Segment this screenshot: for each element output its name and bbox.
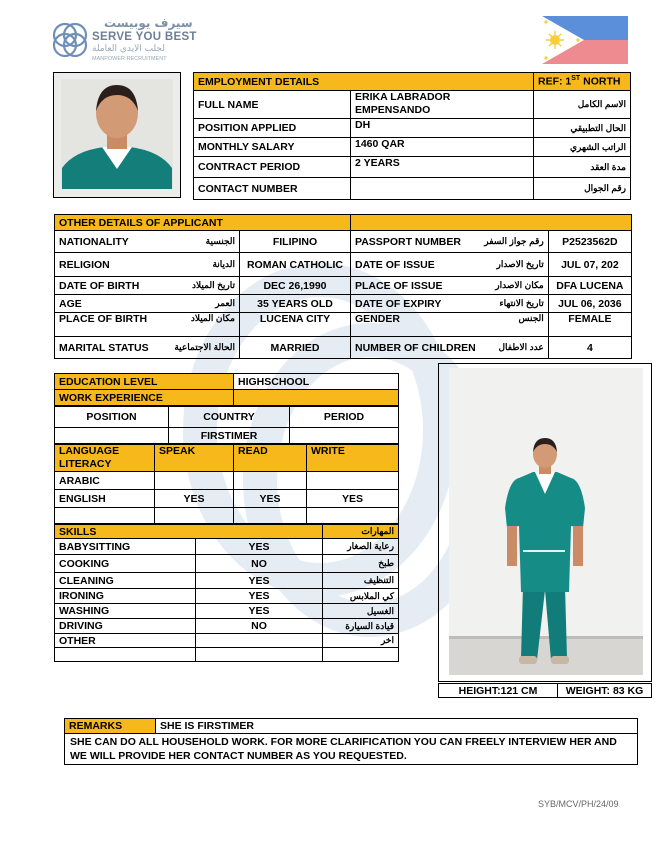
skill-blank — [55, 648, 196, 662]
issue-date-value: JUL 07, 202 — [548, 253, 631, 277]
issue-date-arabic: تاريخ الاصدار — [480, 253, 549, 277]
work-experience-label: WORK EXPERIENCE — [55, 390, 234, 406]
children-value: 4 — [548, 337, 631, 359]
passport-value: P2523562D — [548, 231, 631, 253]
lang-blank-write — [307, 508, 399, 524]
philippines-flag-icon — [542, 16, 628, 64]
work-col-position: POSITION — [55, 407, 169, 428]
employment-header: EMPLOYMENT DETAILS — [194, 73, 534, 91]
measurements-table — [438, 683, 652, 698]
lang-blank-read — [234, 508, 307, 524]
applicant-portrait-frame — [53, 72, 181, 198]
pob-label: PLACE OF BIRTH — [55, 313, 168, 337]
passport-label: PASSPORT NUMBER — [351, 231, 480, 253]
expiry-arabic: تاريخ الانتهاء — [480, 295, 549, 313]
religion-value: ROMAN CATHOLIC — [240, 253, 351, 277]
lang-english-read: YES — [234, 490, 307, 508]
contact-arabic: رقم الجوال — [534, 178, 631, 200]
lang-arabic-speak — [155, 472, 234, 490]
skill-blank-arabic — [323, 648, 399, 662]
education-table — [54, 373, 399, 406]
gender-label: GENDER — [351, 313, 480, 337]
language-table — [54, 444, 399, 524]
work-experience-table — [54, 406, 399, 444]
skill-other-value — [196, 634, 323, 648]
lang-arabic-name: ARABIC — [55, 472, 155, 490]
full-name-arabic: الاسم الكامل — [534, 91, 631, 119]
skill-cooking-arabic: طبخ — [323, 555, 399, 573]
nationality-arabic: الجنسية — [167, 231, 240, 253]
education-label: EDUCATION LEVEL — [55, 374, 234, 390]
dob-arabic: تاريخ الميلاد — [167, 277, 240, 295]
remarks-label: REMARKS — [65, 719, 156, 734]
skill-other: OTHER — [55, 634, 196, 648]
position-label: POSITION APPLIED — [194, 119, 351, 138]
position-arabic: الحال التطبيقي — [534, 119, 631, 138]
lang-blank-name — [55, 508, 155, 524]
skill-driving-value: NO — [196, 619, 323, 634]
position-value: DH — [351, 119, 534, 138]
expiry-label: DATE OF EXPIRY — [351, 295, 480, 313]
lang-arabic-write — [307, 472, 399, 490]
other-details-header-right — [351, 215, 632, 231]
skills-arabic-label: المهارات — [323, 525, 399, 539]
skills-label: SKILLS — [55, 525, 323, 539]
contact-value — [351, 178, 534, 200]
marital-label: MARITAL STATUS — [55, 337, 168, 359]
company-logo — [50, 18, 220, 66]
contract-value: 2 YEARS — [351, 157, 534, 178]
skill-washing: WASHING — [55, 604, 196, 619]
dob-value: DEC 26,1990 — [240, 277, 351, 295]
dob-label: DATE OF BIRTH — [55, 277, 168, 295]
pob-value: LUCENA CITY — [240, 313, 351, 337]
weight-value: WEIGHT: 83 KG — [558, 684, 652, 698]
skill-babysitting: BABYSITTING — [55, 539, 196, 555]
children-arabic: عدد الاطفال — [480, 337, 549, 359]
height-value: HEIGHT:121 CM — [439, 684, 558, 698]
remarks-table — [64, 718, 638, 765]
expiry-value: JUL 06, 2036 — [548, 295, 631, 313]
reference-cell — [534, 73, 631, 91]
employment-details-table — [193, 72, 631, 200]
issue-date-label: DATE OF ISSUE — [351, 253, 480, 277]
ref-suffix: NORTH — [580, 75, 621, 88]
lang-col-write: WRITE — [307, 445, 399, 472]
skill-cleaning: CLEANING — [55, 573, 196, 589]
logo-mark-icon — [50, 18, 90, 62]
footer-code: SYB/MCV/PH/24/09 — [538, 799, 619, 809]
skill-driving-arabic: قيادة السيارة — [323, 619, 399, 634]
skill-babysitting-arabic: رعاية الصغار — [323, 539, 399, 555]
skill-washing-arabic: الغسيل — [323, 604, 399, 619]
pob-arabic: مكان الميلاد — [167, 313, 240, 337]
logo-name: SERVE YOU BEST — [92, 31, 197, 43]
other-details-header: OTHER DETAILS OF APPLICANT — [55, 215, 351, 231]
lang-english-speak: YES — [155, 490, 234, 508]
religion-arabic: الديانة — [167, 253, 240, 277]
age-value: 35 YEARS OLD — [240, 295, 351, 313]
skill-driving: DRIVING — [55, 619, 196, 634]
age-arabic: العمر — [167, 295, 240, 313]
religion-label: RELIGION — [55, 253, 168, 277]
logo-arabic-name: سيرف يوبيست — [104, 16, 193, 30]
salary-value: 1460 QAR — [351, 138, 534, 157]
work-position-value — [55, 428, 169, 444]
work-period-value — [290, 428, 399, 444]
lang-col-speak: SPEAK — [155, 445, 234, 472]
contract-arabic: مدة العقد — [534, 157, 631, 178]
salary-label: MONTHLY SALARY — [194, 138, 351, 157]
full-name-label: FULL NAME — [194, 91, 351, 119]
ref-sup: ST — [571, 75, 581, 83]
nationality-label: NATIONALITY — [55, 231, 168, 253]
skill-cleaning-arabic: التنظيف — [323, 573, 399, 589]
marital-value: MARRIED — [240, 337, 351, 359]
passport-arabic: رقم جواز السفر — [480, 231, 549, 253]
work-col-period: PERIOD — [290, 407, 399, 428]
lang-col-read: READ — [234, 445, 307, 472]
skill-ironing-arabic: كي الملابس — [323, 589, 399, 604]
skill-washing-value: YES — [196, 604, 323, 619]
lang-blank-speak — [155, 508, 234, 524]
nationality-value: FILIPINO — [240, 231, 351, 253]
contract-label: CONTRACT PERIOD — [194, 157, 351, 178]
other-details-table — [54, 214, 632, 359]
skill-babysitting-value: YES — [196, 539, 323, 555]
children-label: NUMBER OF CHILDREN — [351, 337, 480, 359]
work-country-value: FIRSTIMER — [169, 428, 290, 444]
language-label: LANGUAGE LITERACY — [55, 445, 155, 472]
full-name-value: ERIKA LABRADOR EMPENSANDO — [351, 91, 534, 119]
gender-arabic: الجنس — [480, 313, 549, 337]
issue-place-value: DFA LUCENA — [548, 277, 631, 295]
gender-value: FEMALE — [548, 313, 631, 337]
skill-ironing-value: YES — [196, 589, 323, 604]
applicant-full-body-photo — [449, 368, 643, 675]
lang-arabic-read — [234, 472, 307, 490]
skill-blank-value — [196, 648, 323, 662]
salary-arabic: الراتب الشهري — [534, 138, 631, 157]
remarks-long: SHE CAN DO ALL HOUSEHOLD WORK. FOR MORE CLARIFICATION YOU CAN FREELY INTERVIEW HER AND WE WILL PROVIDE HER CONTACT NUMBER AS YOU REQUESTED. — [65, 734, 638, 765]
lang-english-write: YES — [307, 490, 399, 508]
age-label: AGE — [55, 295, 168, 313]
ref-prefix: REF: 1 — [538, 75, 572, 88]
skill-cooking-value: NO — [196, 555, 323, 573]
logo-arabic-tagline: لجلب الايدي العاملة — [92, 44, 165, 54]
skill-other-arabic: اخر — [323, 634, 399, 648]
remarks-short: SHE IS FIRSTIMER — [156, 719, 638, 734]
contact-label: CONTACT NUMBER — [194, 178, 351, 200]
applicant-portrait-photo — [54, 73, 180, 197]
applicant-full-body-frame — [438, 363, 652, 682]
education-value: HIGHSCHOOL — [234, 374, 399, 390]
marital-arabic: الحالة الاجتماعية — [167, 337, 240, 359]
skill-ironing: IRONING — [55, 589, 196, 604]
work-experience-header-fill — [234, 390, 399, 406]
lang-english-name: ENGLISH — [55, 490, 155, 508]
issue-place-arabic: مكان الاصدار — [480, 277, 549, 295]
skill-cleaning-value: YES — [196, 573, 323, 589]
skill-cooking: COOKING — [55, 555, 196, 573]
issue-place-label: PLACE OF ISSUE — [351, 277, 480, 295]
work-col-country: COUNTRY — [169, 407, 290, 428]
skills-table — [54, 524, 399, 662]
logo-tagline: MANPOWER RECRUITMENT — [92, 56, 167, 62]
